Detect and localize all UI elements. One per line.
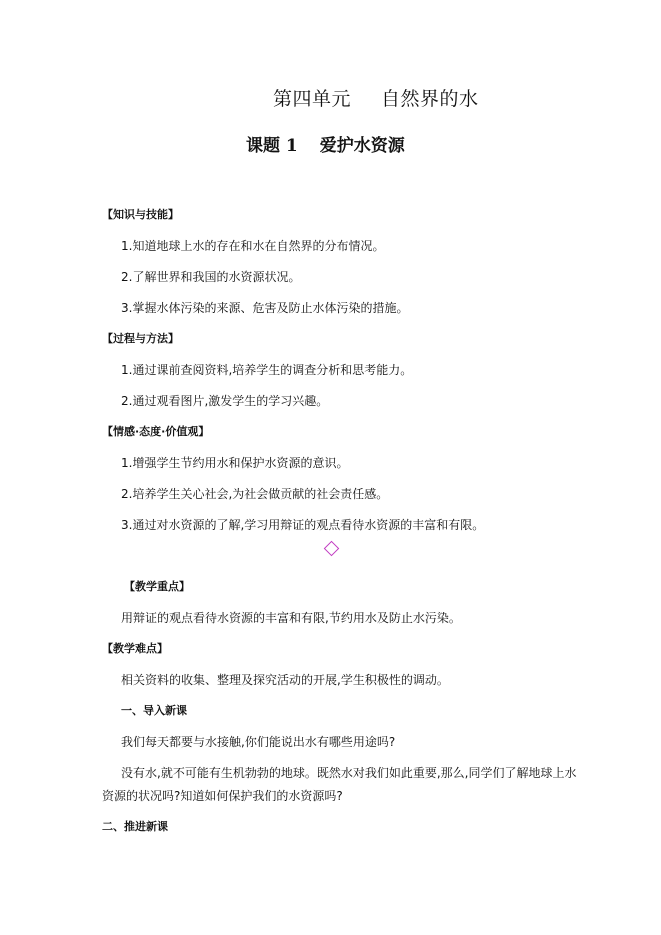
knowledge-item-1: 1.知道地球上水的存在和水在自然界的分布情况。 [121, 239, 385, 253]
lesson-title-name: 爱护水资源 [319, 136, 405, 156]
knowledge-item-2: 2.了解世界和我国的水资源状况。 [121, 270, 301, 284]
diamond-divider [324, 541, 340, 557]
lesson-title [246, 131, 405, 156]
section-heading-process: 【过程与方法】 [102, 332, 179, 345]
unit-title-name: 自然界的水 [381, 88, 479, 110]
attitude-item-3: 3.通过对水资源的了解,学习用辩证的观点看待水资源的丰富和有限。 [121, 518, 485, 532]
lesson-title-number: 课题 1 [246, 136, 298, 156]
process-item-1: 1.通过课前查阅资料,培养学生的调查分析和思考能力。 [121, 363, 413, 377]
attitude-item-1: 1.增强学生节约用水和保护水资源的意识。 [121, 456, 349, 470]
intro-paragraph-2-line-1: 没有水,就不可能有生机勃勃的地球。既然水对我们如此重要,那么,同学们了解地球上水 [121, 766, 577, 780]
process-item-2: 2.通过观看图片,激发学生的学习兴趣。 [121, 394, 329, 408]
intro-paragraph-2-line-2: 资源的状况吗?知道如何保护我们的水资源吗? [102, 789, 343, 803]
attitude-item-2: 2.培养学生关心社会,为社会做贡献的社会责任感。 [121, 487, 389, 501]
section-heading-knowledge: 【知识与技能】 [102, 208, 179, 221]
section-heading-advance: 二、推进新课 [102, 820, 168, 833]
section-heading-intro: 一、导入新课 [121, 704, 187, 717]
unit-title-number: 第四单元 [273, 88, 352, 110]
key-points-text: 用辩证的观点看待水资源的丰富和有限,节约用水及防止水污染。 [121, 611, 461, 625]
section-heading-difficult-points: 【教学难点】 [102, 642, 168, 655]
section-heading-attitude: 【情感·态度·价值观】 [102, 425, 210, 438]
intro-paragraph-1: 我们每天都要与水接触,你们能说出水有哪些用途吗? [121, 735, 396, 749]
unit-title [273, 84, 479, 111]
knowledge-item-3: 3.掌握水体污染的来源、危害及防止水体污染的措施。 [121, 301, 409, 315]
section-heading-key-points: 【教学重点】 [124, 580, 190, 593]
difficult-points-text: 相关资料的收集、整理及探究活动的开展,学生积极性的调动。 [121, 673, 449, 687]
